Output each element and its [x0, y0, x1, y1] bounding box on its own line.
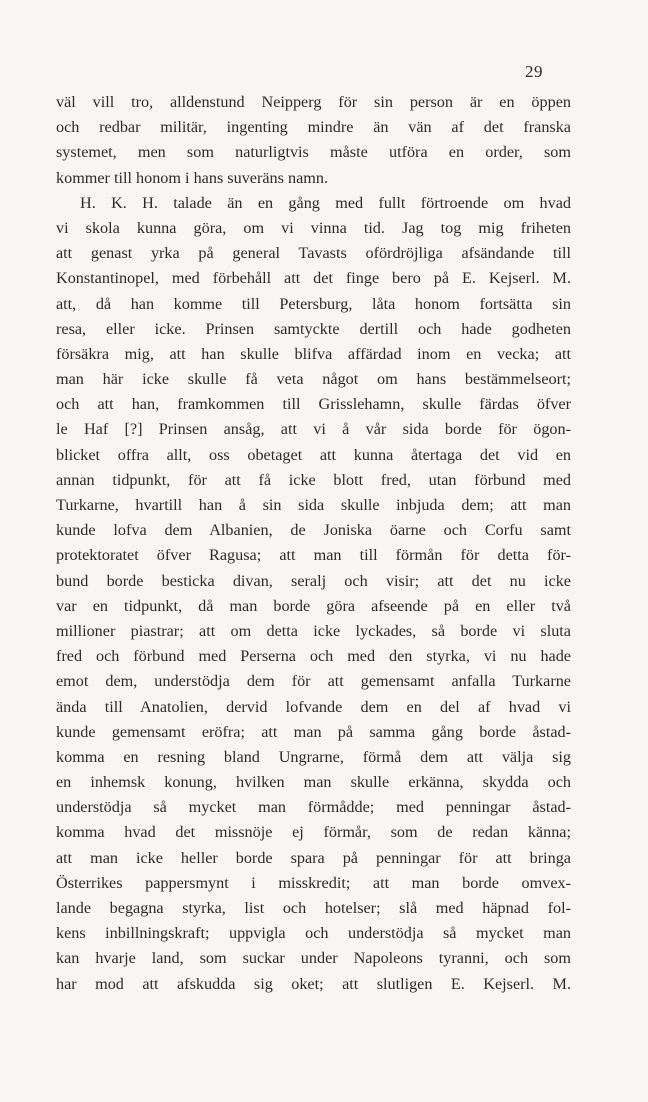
- text-line: millioner piastrar; att om detta icke lyckades, så borde vi sluta: [56, 621, 571, 640]
- text-line: komma en resning bland Ungrarne, förmå dem att välja sig: [56, 747, 571, 766]
- text-line: resa, eller icke. Prinsen samtyckte dertill och hade godheten: [56, 319, 571, 338]
- text-line: understödja så mycket man förmådde; med penningar åstad-: [56, 798, 571, 817]
- text-line: har mod att afskudda sig oket; att slutligen E. Kejserl. M.: [56, 974, 571, 993]
- text-line: blicket offra allt, oss obetaget att kunna återtaga det vid en: [56, 445, 571, 464]
- text-line: kens inbillningskraft; uppvigla och understödja så mycket man: [56, 924, 571, 943]
- paragraph-start-line: H. K. H. talade än en gång med fullt förtroende om hvad: [80, 193, 571, 212]
- text-line: kommer till honom i hans suveräns namn.: [56, 168, 329, 187]
- text-line: annan tidpunkt, för att få icke blott fred, utan förbund med: [56, 470, 571, 489]
- text-line: att man icke heller borde spara på penningar för att bringa: [56, 848, 571, 867]
- text-line: Konstantinopel, med förbehåll att det finge bero på E. Kejserl. M.: [56, 269, 571, 288]
- text-line: man här icke skulle få veta något om hans bestämmelseort;: [56, 370, 571, 389]
- text-line: Turkarne, hvartill han å sin sida skulle inbjuda dem; att man: [56, 496, 571, 514]
- text-line: och att han, framkommen till Grisslehamn, skulle färdas öfver: [56, 395, 571, 414]
- page-number: 29: [525, 62, 543, 81]
- text-line: försäkra mig, att han skulle blifva affärdad inom en vecka; att: [56, 344, 571, 363]
- text-line: systemet, men som naturligtvis måste utföra en order, som: [56, 143, 571, 162]
- text-line: och redbar militär, ingenting mindre än vän af det franska: [56, 118, 571, 137]
- text-line: komma hvad det missnöje ej förmår, som de redan känna;: [56, 823, 571, 842]
- text-line: att, då han komme till Petersburg, låta honom fortsätta sin: [56, 294, 571, 313]
- text-line: kunde gemensamt eröfra; att man på samma gång borde åstad-: [56, 722, 571, 741]
- text-line: kan hvarje land, som suckar under Napoleons tyranni, och som: [56, 949, 571, 968]
- text-line: att genast yrka på general Tavasts ofördröjliga afsändande till: [56, 244, 571, 263]
- text-line: väl vill tro, alldenstund Neipperg för sin person är en öppen: [56, 93, 571, 111]
- text-line: emot dem, understödja dem för att gemensamt anfalla Turkarne: [56, 672, 571, 691]
- text-line: en inhemsk konung, hvilken man skulle erkänna, skydda och: [56, 773, 571, 792]
- text-line: bund borde besticka divan, seralj och visir; att det nu icke: [56, 571, 571, 590]
- body-text: [56, 90, 571, 997]
- text-line: var en tidpunkt, då man borde göra afseende på en eller två: [56, 596, 571, 615]
- text-line: vi skola kunna göra, om vi vinna tid. Jag tog mig friheten: [56, 218, 571, 237]
- text-line: Österrikes pappersmynt i misskredit; att man borde omvex-: [56, 873, 571, 892]
- text-line: kunde lofva dem Albanien, de Joniska öarne och Corfu samt: [56, 521, 571, 540]
- text-line: protektoratet öfver Ragusa; att man till förmån för detta för-: [56, 546, 571, 565]
- text-line: ända till Anatolien, dervid lofvande dem en del af hvad vi: [56, 697, 571, 716]
- text-line: fred och förbund med Perserna och med den styrka, vi nu hade: [56, 647, 571, 666]
- text-line: le Haf [?] Prinsen ansåg, att vi å vår sida borde för ögon-: [56, 420, 571, 439]
- text-line: lande begagna styrka, list och hotelser; slå med häpnad fol-: [56, 899, 571, 917]
